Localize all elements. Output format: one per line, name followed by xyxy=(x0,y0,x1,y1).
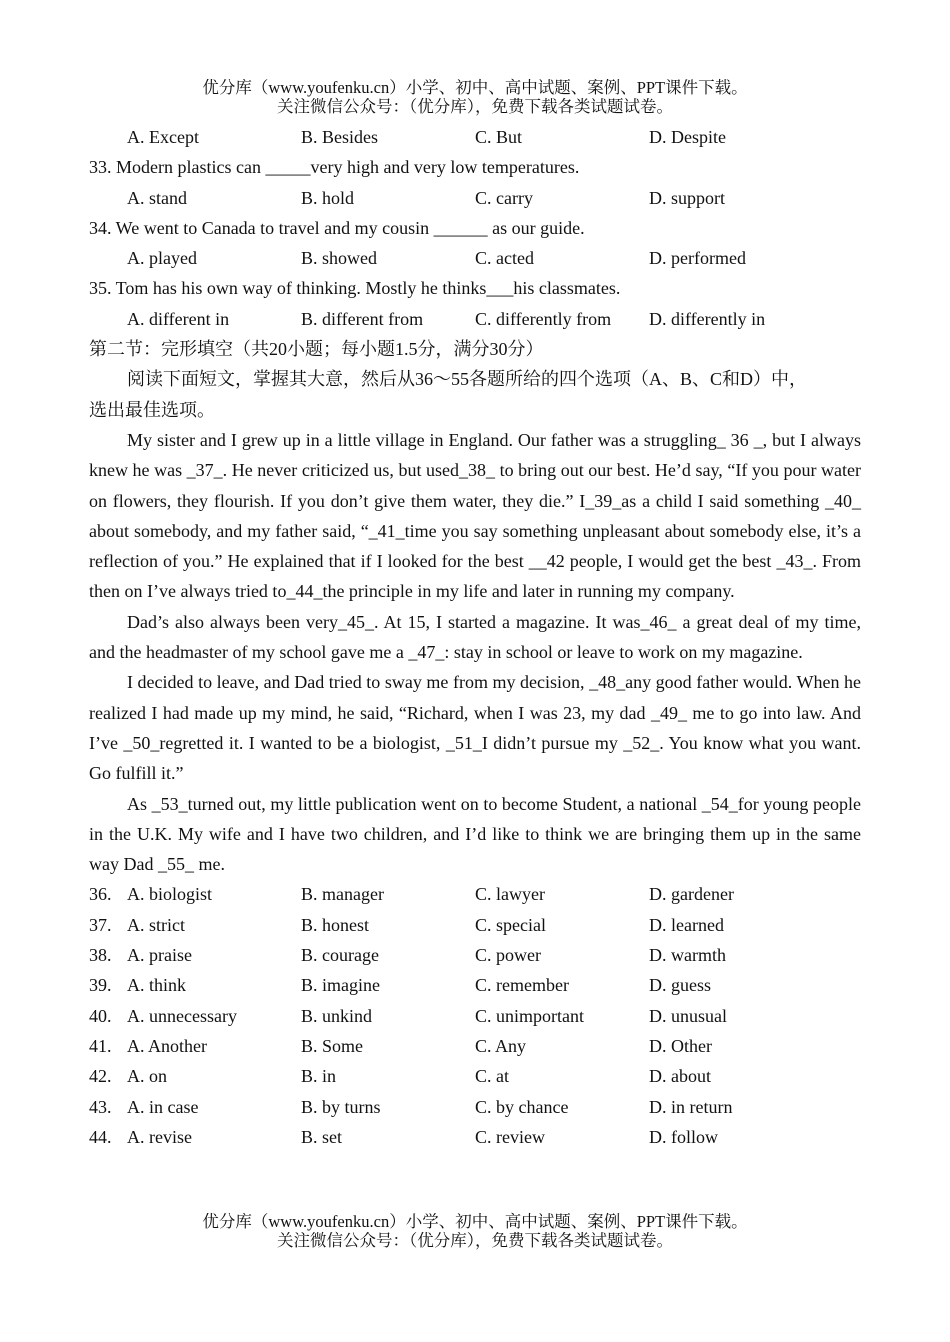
option-d: D. gardener xyxy=(649,884,734,905)
answer-number: 36. xyxy=(89,884,112,905)
option-d: D. warmth xyxy=(649,945,726,966)
option-a: A. strict xyxy=(127,914,185,935)
passage-paragraph-2: Dad’s also always been very_45_. At 15, I started a magazine. It was_46_ a great deal of my time, and the headmaster of my school gave me a _47_: stay in school or leave to work on my magazine. xyxy=(89,611,861,663)
option-d: D. in return xyxy=(649,1096,733,1117)
option-a: A. Another xyxy=(127,1035,207,1056)
option-a: A. think xyxy=(127,975,187,996)
option-b: B. imagine xyxy=(301,975,380,996)
answer-row-41 xyxy=(89,1031,861,1061)
passage-paragraph-1: My sister and I grew up in a little village in England. Our father was a struggling_ 36 _, but I always knew he was _37_. He never criticized us, but used_38_ to bring out our best. He’d say, “If you pour water on flowers, they flourish. If you don’t give them water, they die.” I_39_as a child I said something _40_ about somebody, and my father said, “_41_time you say something unpleasant about somebody else, it’s a reflection of you.” He explained that if I looked for the best __42 people, I would get the best _43_. From then on I’ve always tried to_44_the principle in my life and later in running my company. xyxy=(89,429,861,602)
option-c: C. power xyxy=(475,945,541,966)
option-b: B. manager xyxy=(301,884,384,905)
option-d: D. learned xyxy=(649,914,724,935)
option-a: A. biologist xyxy=(127,884,213,905)
option-c: C. Any xyxy=(475,1035,527,1056)
option-c: C. unimportant xyxy=(475,1005,584,1026)
option-c: C. by chance xyxy=(475,1096,569,1117)
section-instruction: 阅读下面短文，掌握其大意，然后从36～55各题所给的四个选项（A、B、C和D）中， xyxy=(127,369,808,390)
option-c: C. remember xyxy=(475,975,569,996)
option-a: A. on xyxy=(127,1066,167,1087)
option-b: B. set xyxy=(301,1126,343,1147)
option-b: B. courage xyxy=(301,945,379,966)
option-c: C. carry xyxy=(475,187,533,208)
answer-number: 38. xyxy=(89,945,112,966)
answer-row-37 xyxy=(89,910,861,940)
option-c: C. lawyer xyxy=(475,884,545,905)
option-b: B. honest xyxy=(301,914,370,935)
option-d: D. unusual xyxy=(649,1005,727,1026)
answer-row-42 xyxy=(89,1061,861,1091)
answer-row-38 xyxy=(89,940,861,970)
answer-number: 44. xyxy=(89,1126,112,1147)
question-35-options xyxy=(89,304,861,334)
option-b: B. hold xyxy=(301,187,355,208)
option-d: D. about xyxy=(649,1066,711,1087)
option-b: B. unkind xyxy=(301,1005,373,1026)
question-33-stem: 33. Modern plastics can _____very high and very low temperatures. xyxy=(89,157,580,178)
passage-paragraph-3: I decided to leave, and Dad tried to sway me from my decision, _48_any good father would. When he realized I had made up my mind, he said, “Richard, when I was 23, my dad _49_ me to go into law. And I’ve _50_regretted it. I wanted to be a biologist, _51_I didn’t pursue my _52_. You know what you want. Go fulfill it.” xyxy=(89,672,861,784)
option-a: A. different in xyxy=(127,308,230,329)
answer-number: 40. xyxy=(89,1005,112,1026)
option-c: C. at xyxy=(475,1066,509,1087)
option-a: A. played xyxy=(127,248,197,269)
option-d: D. Other xyxy=(649,1035,712,1056)
question-33-options xyxy=(89,183,861,213)
option-d: D. differently in xyxy=(649,308,766,329)
option-b: B. Besides xyxy=(301,127,379,147)
option-b: B. different from xyxy=(301,308,424,329)
option-c: C. But xyxy=(475,127,523,147)
question-32-options xyxy=(89,122,861,152)
option-d: D. performed xyxy=(649,248,746,269)
footer-line-2: 关注微信公众号：（优分库），免费下载各类试题试卷。 xyxy=(277,1231,673,1250)
answer-number: 43. xyxy=(89,1096,112,1117)
answer-number: 37. xyxy=(89,914,112,935)
answer-number: 42. xyxy=(89,1066,112,1087)
option-a: A. praise xyxy=(127,945,192,966)
answer-number: 41. xyxy=(89,1035,112,1056)
option-a: A. unnecessary xyxy=(127,1005,237,1026)
section-instruction-cont: 选出最佳选项。 xyxy=(89,399,215,420)
header-line-2: 关注微信公众号：（优分库），免费下载各类试题试卷。 xyxy=(277,97,673,116)
option-d: D. follow xyxy=(649,1126,718,1147)
answer-row-43 xyxy=(89,1092,861,1122)
page-footer xyxy=(0,1212,950,1250)
option-a: A. Except xyxy=(127,127,199,147)
option-b: B. Some xyxy=(301,1035,364,1056)
option-a: A. in case xyxy=(127,1096,199,1117)
option-b: B. showed xyxy=(301,248,377,269)
answer-row-44 xyxy=(89,1122,861,1152)
answer-number: 39. xyxy=(89,975,112,996)
footer-line-1: 优分库（www.youfenku.cn）小学、初中、高中试题、案例、PPT课件下载。 xyxy=(202,1212,748,1231)
option-c: C. differently from xyxy=(475,308,612,329)
answer-row-36 xyxy=(89,879,861,909)
question-34-options xyxy=(89,243,861,273)
option-b: B. by turns xyxy=(301,1096,381,1117)
exam-content xyxy=(89,122,861,1152)
option-d: D. support xyxy=(649,187,725,208)
option-d: D. Despite xyxy=(649,127,726,147)
answer-row-39 xyxy=(89,970,861,1000)
option-c: C. review xyxy=(475,1126,545,1147)
option-b: B. in xyxy=(301,1066,337,1087)
option-a: A. stand xyxy=(127,187,187,208)
header-line-1: 优分库（www.youfenku.cn）小学、初中、高中试题、案例、PPT课件下载。 xyxy=(202,78,748,97)
question-34-stem: 34. We went to Canada to travel and my cousin ______ as our guide. xyxy=(89,217,585,238)
option-d: D. guess xyxy=(649,975,711,996)
page-header xyxy=(0,78,950,116)
option-c: C. special xyxy=(475,914,546,935)
answer-row-40 xyxy=(89,1001,861,1031)
option-c: C. acted xyxy=(475,248,534,269)
question-35-stem: 35. Tom has his own way of thinking. Mostly he thinks___his classmates. xyxy=(89,278,621,299)
option-a: A. revise xyxy=(127,1126,192,1147)
section-title: 第二节：完形填空（共20小题；每小题1.5分，满分30分） xyxy=(89,339,544,360)
passage-paragraph-4: As _53_turned out, my little publication went on to become Student, a national _54_for young people in the U.K. My wife and I have two children, and I’d like to think we are bringing them up in the same way Dad _55_ me. xyxy=(89,793,861,875)
